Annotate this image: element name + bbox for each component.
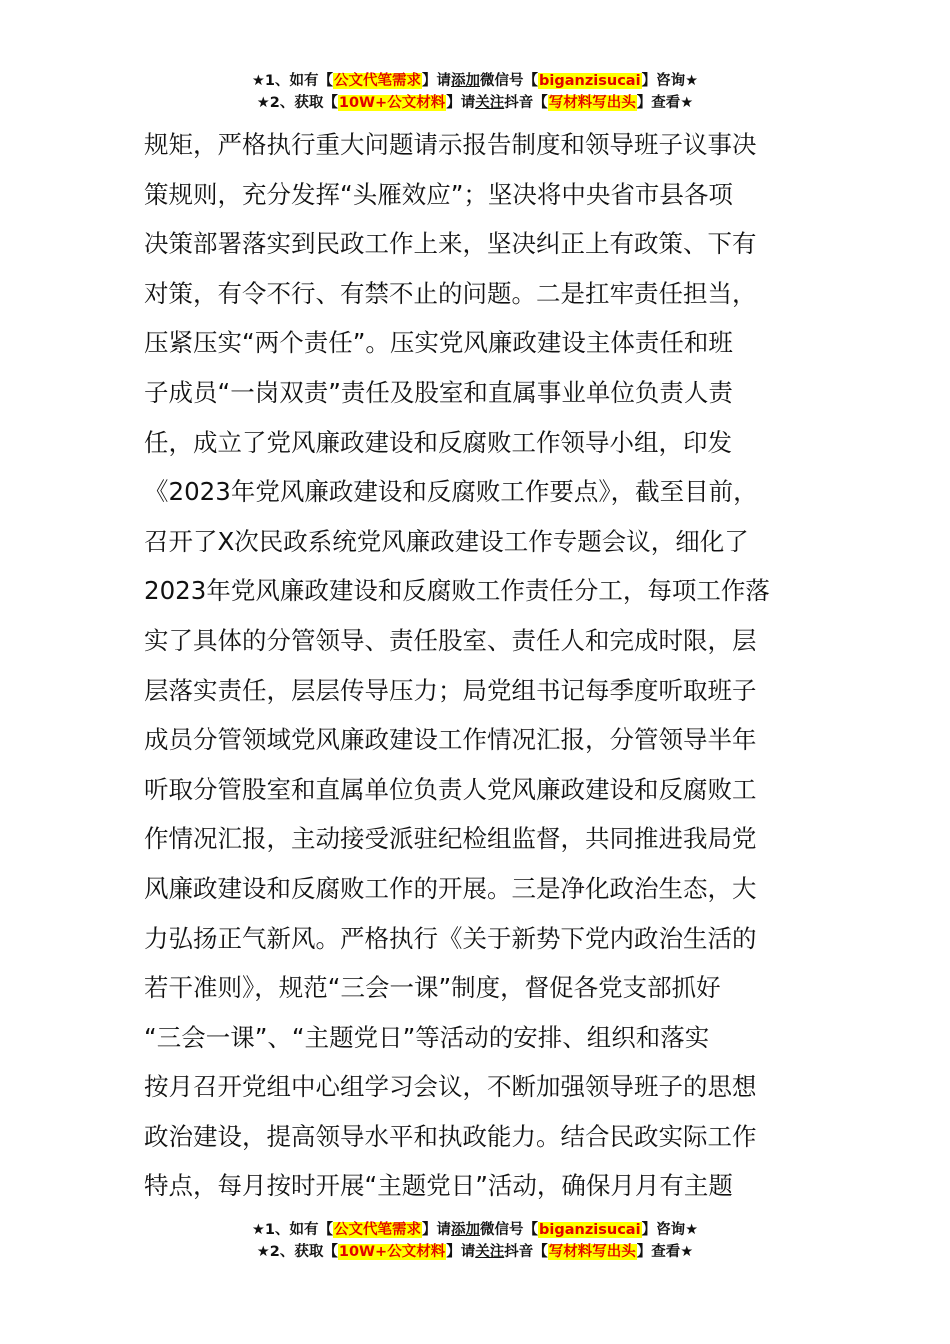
highlight-text: 10W+公文材料 (338, 95, 446, 111)
wechat-id: biganzisucai (539, 1222, 641, 1238)
body-line: 2023年党风廉政建设和反腐败工作责任分工，每项工作落 (144, 576, 770, 606)
douyin-account: 写材料写出头 (548, 1244, 636, 1260)
body-line: 成员分管领域党风廉政建设工作情况汇报，分管领导半年 (144, 725, 757, 755)
body-line: 风廉政建设和反腐败工作的开展。三是净化政治生态，大 (144, 873, 757, 903)
body-line: 规矩，严格执行重大问题请示报告制度和领导班子议事决 (144, 130, 757, 159)
underlined-text: 关注 (475, 1244, 505, 1260)
banner-line-1: ★1、如有【公文代笔需求】请添加微信号【biganzisucai】咨询★ (251, 1222, 699, 1238)
body-line: 《2023年党风廉政建设和反腐败工作要点》，截至目前， (144, 477, 758, 507)
body-line: 对策，有令不行、有禁不止的问题。二是扛牢责任担当， (144, 278, 757, 308)
body-line: 策规则，充分发挥“头雁效应”；坚决将中央省市县各项 (144, 179, 733, 209)
body-line: 听取分管股室和直属单位负责人党风廉政建设和反腐败工 (144, 774, 757, 804)
body-line: 作情况汇报，主动接受派驻纪检组监督，共同推进我局党 (144, 824, 757, 854)
body-line: 实了具体的分管领导、责任股室、责任人和完成时限，层 (144, 625, 757, 655)
body-line: 召开了X次民政系统党风廉政建设工作专题会议，细化了 (144, 526, 749, 556)
body-line: 层落实责任，层层传导压力；局党组书记每季度听取班子 (144, 675, 757, 705)
douyin-account: 写材料写出头 (548, 95, 636, 111)
body-line: “三会一课”、“主题党日”等活动的安排、组织和落实 (144, 1022, 710, 1052)
wechat-id: biganzisucai (539, 73, 641, 89)
body-line: 若干准则》，规范“三会一课”制度，督促各党支部抓好 (144, 973, 721, 1003)
body-line: 按月召开党组中心组学习会议，不断加强领导班子的思想 (144, 1072, 757, 1102)
banner-line-1: ★1、如有【公文代笔需求】请添加微信号【biganzisucai】咨询★ (251, 73, 699, 89)
banner-line-2: ★2、获取【10W+公文材料】请关注抖音【写材料写出头】查看★ (256, 1244, 694, 1260)
underlined-text: 添加 (451, 1222, 481, 1238)
document-body (144, 120, 814, 1211)
underlined-text: 添加 (451, 73, 481, 89)
banner-line-2: ★2、获取【10W+公文材料】请关注抖音【写材料写出头】查看★ (256, 95, 694, 111)
body-line: 压紧压实“两个责任”。压实党风廉政建设主体责任和班 (144, 328, 733, 358)
body-line: 任，成立了党风廉政建设和反腐败工作领导小组，印发 (144, 427, 732, 457)
header-banner (0, 70, 950, 114)
body-line: 决策部署落实到民政工作上来，坚决纠正上有政策、下有 (144, 229, 757, 259)
underlined-text: 关注 (475, 95, 505, 111)
body-line: 力弘扬正气新风。严格执行《关于新势下党内政治生活的 (144, 923, 757, 953)
body-line: 特点，每月按时开展“主题党日”活动，确保月月有主题 (144, 1171, 733, 1201)
footer-banner (0, 1219, 950, 1263)
highlight-text: 公文代笔需求 (334, 73, 422, 89)
body-line: 子成员“一岗双责”责任及股室和直属事业单位负责人责 (144, 377, 733, 407)
body-line: 政治建设，提高领导水平和执政能力。结合民政实际工作 (144, 1121, 757, 1151)
highlight-text: 公文代笔需求 (334, 1222, 422, 1238)
highlight-text: 10W+公文材料 (338, 1244, 446, 1260)
